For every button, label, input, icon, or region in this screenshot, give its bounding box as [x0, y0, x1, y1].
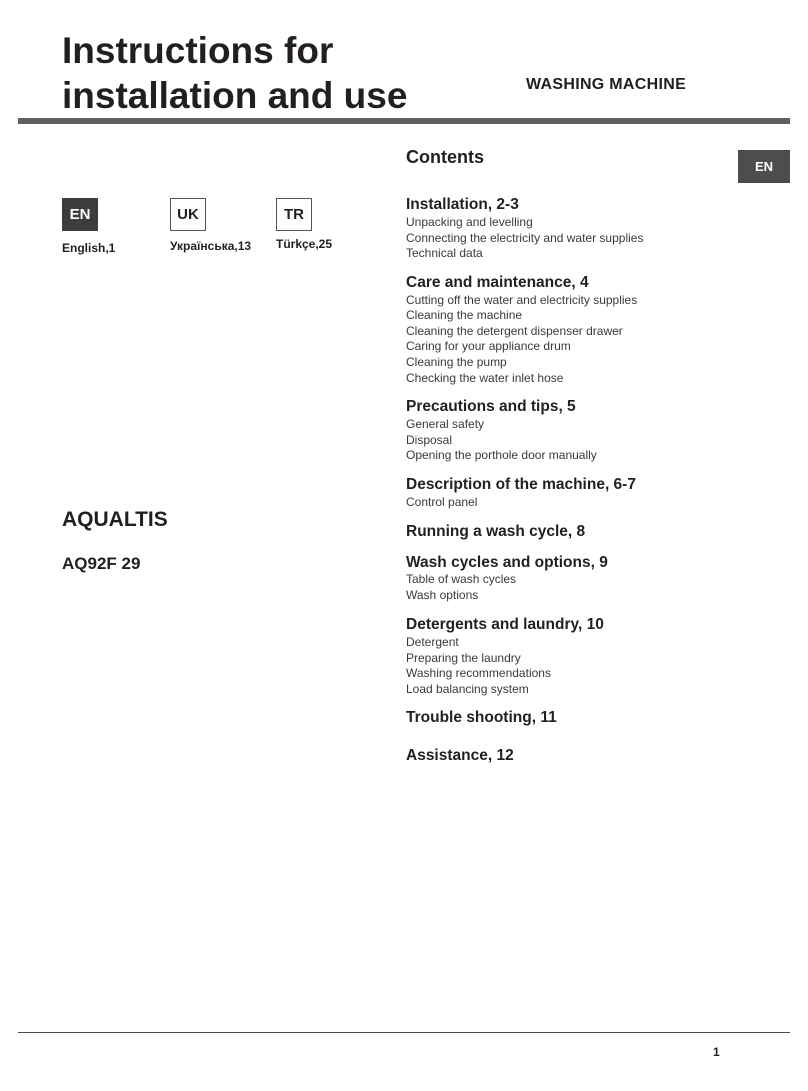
toc-item[interactable]: Cutting off the water and electricity supplies	[406, 293, 638, 307]
language-label-tr: Türkçe,25	[276, 237, 333, 251]
toc-heading-precautions[interactable]: Precautions and tips, 5	[406, 398, 576, 415]
toc-item[interactable]: Disposal	[406, 433, 453, 447]
toc-heading-wash-cycles[interactable]: Wash cycles and options, 9	[406, 554, 608, 571]
footer-divider	[18, 1032, 790, 1033]
toc-heading-assistance[interactable]: Assistance, 12	[406, 747, 514, 764]
toc-heading-care-maintenance[interactable]: Care and maintenance, 4	[406, 274, 589, 291]
toc-item[interactable]: Preparing the laundry	[406, 651, 521, 665]
toc-item[interactable]: Table of wash cycles	[406, 572, 517, 586]
toc-item[interactable]: Wash options	[406, 588, 479, 602]
language-label-uk: Українська,13	[170, 239, 252, 253]
product-model: AQ92F 29	[62, 554, 141, 573]
toc-item[interactable]: Unpacking and levelling	[406, 215, 533, 229]
toc-item[interactable]: Opening the porthole door manually	[406, 448, 597, 462]
document-title	[62, 28, 407, 118]
toc-item[interactable]: Control panel	[406, 495, 478, 509]
language-option-en[interactable]: EN	[62, 198, 98, 231]
toc-item[interactable]: Washing recommendations	[406, 666, 551, 680]
toc-heading-installation[interactable]: Installation, 2-3	[406, 196, 519, 213]
toc-item[interactable]: Cleaning the machine	[406, 308, 523, 322]
toc-item[interactable]: Checking the water inlet hose	[406, 371, 564, 385]
title-line-2: installation and use	[62, 75, 408, 116]
toc-heading-trouble-shooting[interactable]: Trouble shooting, 11	[406, 709, 557, 726]
toc-item[interactable]: Detergent	[406, 635, 459, 649]
toc-heading-running-wash[interactable]: Running a wash cycle, 8	[406, 523, 586, 540]
toc-item[interactable]: Caring for your appliance drum	[406, 339, 571, 353]
title-line-1: Instructions for	[62, 30, 334, 71]
product-type: WASHING MACHINE	[526, 76, 687, 93]
language-label-en: English,1	[62, 241, 116, 255]
contents-title: Contents	[406, 147, 484, 167]
toc-heading-description[interactable]: Description of the machine, 6-7	[406, 476, 636, 493]
language-tab: EN	[738, 150, 790, 183]
header-divider	[18, 118, 790, 124]
toc-item[interactable]: Connecting the electricity and water supplies	[406, 231, 644, 245]
toc-item[interactable]: Technical data	[406, 246, 483, 260]
language-option-uk[interactable]: UK	[170, 198, 206, 231]
page-number: 1	[713, 1045, 720, 1059]
toc-item[interactable]: General safety	[406, 417, 485, 431]
toc-item[interactable]: Load balancing system	[406, 682, 529, 696]
toc-heading-detergents[interactable]: Detergents and laundry, 10	[406, 616, 604, 633]
toc-item[interactable]: Cleaning the pump	[406, 355, 507, 369]
toc-item[interactable]: Cleaning the detergent dispenser drawer	[406, 324, 623, 338]
language-option-tr[interactable]: TR	[276, 198, 312, 231]
product-brand: AQUALTIS	[62, 508, 168, 531]
